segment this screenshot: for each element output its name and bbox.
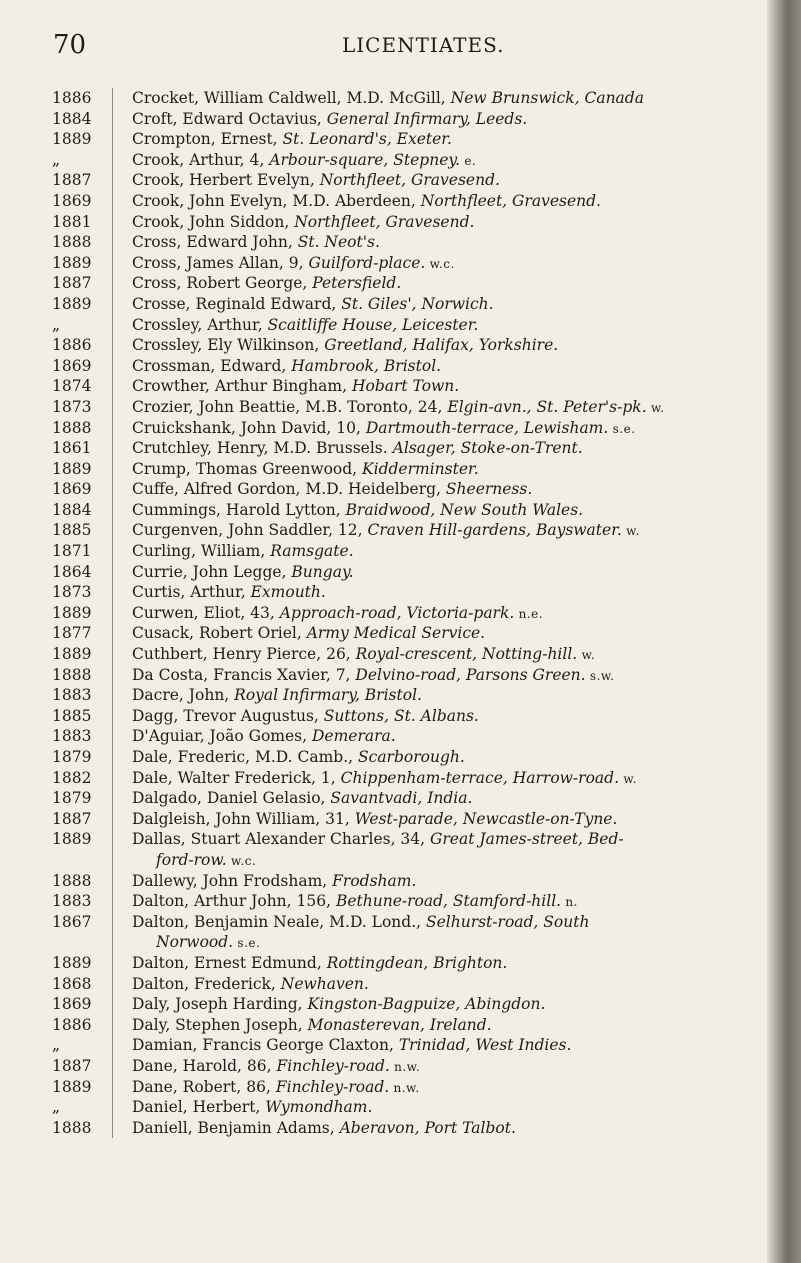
entry-address: Norwood. [156, 933, 234, 952]
entry-name: Curtis, Arthur, [132, 583, 251, 602]
entry-line [132, 459, 772, 480]
entry-year: 1888 [52, 418, 92, 437]
entry-line [132, 891, 772, 912]
entry-name: Dale, Walter Frederick, 1, [132, 768, 341, 787]
entry-line [132, 1056, 772, 1077]
entry-address: Aberavon, Port Talbot. [339, 1118, 516, 1137]
entry-address: Petersfield. [312, 274, 402, 293]
entry-name: Cross, James Allan, 9, [132, 253, 309, 272]
entry-year: 1873 [52, 397, 92, 416]
entry-line [132, 1015, 772, 1036]
entry-year: 1882 [52, 768, 92, 787]
entry-address: Northfleet, Gravesend. [319, 171, 500, 190]
entry-line [132, 397, 772, 418]
entry-name: Crocket, William Caldwell, M.D. McGill, [132, 89, 451, 107]
entry-address: Royal-crescent, Notting-hill. [355, 645, 578, 664]
entry-address: Newhaven. [280, 974, 369, 993]
entry-address: Hobart Town. [351, 377, 460, 396]
entry-postal-district: n.w. [389, 1059, 421, 1074]
entry-postal-district: s.e. [233, 936, 261, 951]
running-head: LICENTIATES. [342, 33, 505, 57]
entry-year: 1889 [52, 953, 92, 972]
entry-year: 1887 [52, 1056, 92, 1075]
entry-name: Da Costa, Francis Xavier, 7, [132, 665, 356, 684]
entry-year: 1879 [52, 789, 92, 808]
entry-address: West-parade, Newcastle-on-Tyne. [354, 809, 618, 828]
entry-year: 1889 [52, 294, 92, 313]
entry-postal-district: w.c. [425, 256, 455, 271]
entry-line [132, 768, 772, 789]
entry-address: General Infirmary, Leeds. [326, 109, 528, 128]
entry-line [132, 88, 772, 109]
entry-name: Curwen, Eliot, 43, [132, 603, 280, 622]
entry-name: Dalgado, Daniel Gelasio, [132, 789, 331, 808]
entry-address: Demerara. [311, 727, 396, 746]
entry-address: Savantvadi, India. [330, 789, 473, 808]
entry-line [132, 232, 772, 253]
entry-line [132, 129, 772, 150]
entry-name: Cusack, Robert Oriel, [132, 624, 307, 643]
entry-postal-district: s.w. [585, 668, 615, 683]
entry-name: Daly, Joseph Harding, [132, 995, 308, 1014]
entry-line [132, 170, 772, 191]
entry-address: Craven Hill-gardens, Bayswater. [367, 521, 622, 540]
entry-address: Wymondham. [265, 1098, 373, 1117]
entry-line [132, 212, 772, 233]
entry-year: 1869 [52, 356, 92, 375]
entry-address: Elgin-avn., St. Peter's-pk. [447, 397, 647, 416]
entry-line [132, 273, 772, 294]
entry-line [132, 520, 772, 541]
entry-year: 1877 [52, 624, 92, 643]
entry-year: 1861 [52, 439, 92, 458]
entry-column [132, 88, 772, 1138]
entry-line [132, 294, 772, 315]
entry-name: Crowther, Arthur Bingham, [132, 377, 352, 396]
entry-line [132, 1077, 772, 1098]
entry-line [132, 541, 772, 562]
entry-name: Dalton, Benjamin Neale, M.D. Lond., [132, 912, 426, 931]
entry-year: „ [52, 315, 61, 334]
entry-address: Royal Infirmary, Bristol. [234, 686, 422, 705]
entry-postal-district: n.e. [514, 606, 544, 621]
entry-year: 1873 [52, 583, 92, 602]
entry-name: Cross, Robert George, [132, 274, 313, 293]
entry-address: St. Giles', Norwich. [341, 294, 494, 313]
entry-address: Chippenham-terrace, Harrow-road. [340, 768, 619, 787]
entry-name: Curgenven, John Saddler, 12, [132, 521, 368, 540]
entry-year: 1887 [52, 171, 92, 190]
entry-postal-district: s.e. [608, 421, 636, 436]
entry-year: 1883 [52, 892, 92, 911]
entry-name: Damian, Francis George Claxton, [132, 1036, 399, 1055]
entry-line [132, 109, 772, 130]
entry-line [132, 623, 772, 644]
entry-name: Crook, John Evelyn, M.D. Aberdeen, [132, 191, 421, 210]
entry-year: 1887 [52, 274, 92, 293]
entry-address: Monasterevan, Ireland. [307, 1015, 492, 1034]
entry-line [132, 315, 772, 336]
entry-year: 1868 [52, 974, 92, 993]
entry-line [132, 685, 772, 706]
entry-name: Dalton, Ernest Edmund, [132, 953, 327, 972]
entry-year: 1883 [52, 727, 92, 746]
entry-name: Dallas, Stuart Alexander Charles, 34, [132, 830, 430, 849]
entry-line [132, 829, 772, 850]
entry-line [132, 953, 772, 974]
entry-name: Crook, John Siddon, [132, 212, 295, 231]
entry-address: Approach-road, Victoria-park. [279, 603, 515, 622]
entry-line [132, 335, 772, 356]
entry-address: Rottingdean, Brighton. [326, 953, 508, 972]
entry-line [132, 726, 772, 747]
entry-address: Dartmouth-terrace, Lewisham. [365, 418, 609, 437]
entry-year: 1888 [52, 1118, 92, 1137]
entry-address: Frodsham. [332, 871, 417, 890]
entry-name: Dalgleish, John William, 31, [132, 809, 355, 828]
entry-year: 1885 [52, 706, 92, 725]
entry-line [132, 912, 772, 933]
entry-year: 1869 [52, 191, 92, 210]
entry-name: Dacre, John, [132, 686, 235, 705]
entry-year: 1889 [52, 459, 92, 478]
entry-year: 1886 [52, 89, 92, 107]
entry-line [132, 1035, 772, 1056]
entry-year: 1889 [52, 830, 92, 849]
entry-name: Curling, William, [132, 542, 271, 561]
entry-postal-district: w. [619, 771, 637, 786]
entry-line [132, 418, 772, 439]
entry-address: Braidwood, New South Wales. [345, 500, 584, 519]
entry-address: Delvino-road, Parsons Green. [355, 665, 586, 684]
entry-line [132, 809, 772, 830]
entry-name: Daly, Stephen Joseph, [132, 1015, 308, 1034]
entry-year: 1874 [52, 377, 92, 396]
entry-year: „ [52, 1098, 61, 1117]
entry-name: Crook, Herbert Evelyn, [132, 171, 320, 190]
entry-year: 1871 [52, 542, 92, 561]
entry-address: Bungay. [291, 562, 354, 581]
entry-name: D'Aguiar, João Gomes, [132, 727, 312, 746]
entry-address: Exmouth. [250, 583, 326, 602]
entry-line [132, 1118, 772, 1139]
entry-address: Selhurst-road, South [425, 912, 590, 931]
entry-name: Crook, Arthur, 4, [132, 150, 270, 169]
entry-line [132, 500, 772, 521]
entry-postal-district: w. [577, 648, 596, 663]
year-column [0, 88, 113, 1138]
entry-year: 1884 [52, 109, 92, 128]
entry-name: Crump, Thomas Greenwood, [132, 459, 363, 478]
entry-name: Dalton, Arthur John, 156, [132, 892, 336, 911]
entry-line [132, 871, 772, 892]
entry-name: Cummings, Harold Lytton, [132, 500, 346, 519]
entry-name: Crompton, Ernest, [132, 130, 283, 149]
entry-year: 1884 [52, 500, 92, 519]
entry-line [132, 356, 772, 377]
entry-name: Croft, Edward Octavius, [132, 109, 327, 128]
entry-year: 1885 [52, 521, 92, 540]
entry-line [132, 706, 772, 727]
entry-name: Cross, Edward John, [132, 233, 298, 252]
entry-line [132, 562, 772, 583]
entry-address: Kidderminster. [362, 459, 479, 478]
entry-postal-district: w. [621, 524, 640, 539]
entry-line [132, 665, 772, 686]
entry-name: Daniel, Herbert, [132, 1098, 266, 1117]
entry-name: Crutchley, Henry, M.D. Brussels. [132, 439, 393, 458]
entry-address: Scaitliffe House, Leicester. [267, 315, 479, 334]
entry-year: 1889 [52, 603, 92, 622]
entry-line [132, 253, 772, 274]
entry-year: 1869 [52, 480, 92, 499]
entry-address: Bethune-road, Stamford-hill. [335, 892, 562, 911]
entry-year: 1888 [52, 871, 92, 890]
entry-year: 1883 [52, 686, 92, 705]
entry-address: ford-row. [156, 850, 227, 869]
entry-name: Cuthbert, Henry Pierce, 26, [132, 645, 356, 664]
entry-year: 1888 [52, 233, 92, 252]
entry-line [132, 376, 772, 397]
entry-line [132, 582, 772, 603]
entry-year: 1889 [52, 130, 92, 149]
entry-address: Kingston-Bagpuize, Abingdon. [307, 995, 546, 1014]
entry-address: Greetland, Halifax, Yorkshire. [324, 336, 559, 355]
entry-line [132, 150, 772, 171]
entry-address: Scarborough. [358, 748, 465, 766]
entry-line [132, 479, 772, 500]
entry-postal-district: n.w. [389, 1080, 420, 1095]
entry-continuation-line [132, 850, 772, 871]
entry-year-spacer [0, 932, 112, 953]
entry-postal-district: n. [561, 895, 578, 910]
entry-address: Army Medical Service. [306, 624, 486, 643]
entry-year: 1888 [52, 665, 92, 684]
entry-address: Trinidad, West Indies. [398, 1036, 572, 1055]
entry-address: Arbour-square, Stepney. [269, 150, 461, 169]
entry-year: 1889 [52, 1077, 92, 1096]
entry-year: 1887 [52, 809, 92, 828]
entry-line [132, 603, 772, 624]
entry-year: 1889 [52, 253, 92, 272]
entry-line [132, 974, 772, 995]
entry-name: Dalton, Frederick, [132, 974, 281, 993]
entry-name: Cruickshank, John David, 10, [132, 418, 366, 437]
entry-name: Crossley, Ely Wilkinson, [132, 336, 325, 355]
entry-name: Dallewy, John Frodsham, [132, 871, 333, 890]
entry-address: Ramsgate. [270, 542, 354, 561]
entry-name: Crozier, John Beattie, M.B. Toronto, 24, [132, 397, 448, 416]
entry-address: St. Neot's. [297, 233, 380, 252]
entry-address: Suttons, St. Albans. [323, 706, 479, 725]
entry-name: Crossman, Edward, [132, 356, 292, 375]
entry-postal-district: e. [460, 153, 477, 168]
entry-address: Great James-street, Bed- [430, 830, 624, 849]
entry-line [132, 747, 772, 768]
entry-address: Finchley-road. [276, 1056, 390, 1075]
entry-year: 1889 [52, 645, 92, 664]
entry-name: Dane, Robert, 86, [132, 1077, 276, 1096]
entry-year: „ [52, 150, 61, 169]
entry-line [132, 191, 772, 212]
entry-line [132, 788, 772, 809]
entry-postal-district: w.c. [226, 853, 257, 868]
entry-year-spacer [0, 850, 112, 871]
page-edge-shadow [767, 0, 801, 1263]
entry-continuation-line [132, 932, 772, 953]
entry-line [132, 994, 772, 1015]
entry-name: Dagg, Trevor Augustus, [132, 706, 324, 725]
entry-year: 1879 [52, 748, 92, 766]
entry-address: New Brunswick, Canada [450, 89, 644, 107]
entry-name: Currie, John Legge, [132, 562, 292, 581]
entry-year: 1886 [52, 1015, 92, 1034]
entry-year: 1867 [52, 912, 92, 931]
entry-name: Daniell, Benjamin Adams, [132, 1118, 340, 1137]
entry-year: 1869 [52, 995, 92, 1014]
entry-year: 1864 [52, 562, 92, 581]
entry-line [132, 438, 772, 459]
entry-address: Sheerness. [445, 480, 533, 499]
entry-address: Northfleet, Gravesend. [420, 191, 601, 210]
entry-address: Finchley-road. [275, 1077, 390, 1096]
page-number: 70 [53, 30, 87, 60]
entry-address: Guilford-place. [308, 253, 426, 272]
entry-year: „ [52, 1036, 61, 1055]
entry-name: Dale, Frederic, M.D. Camb., [132, 748, 359, 766]
entry-line [132, 644, 772, 665]
entry-name: Crosse, Reginald Edward, [132, 294, 342, 313]
entry-address: Northfleet, Gravesend. [294, 212, 475, 231]
entry-name: Cuffe, Alfred Gordon, M.D. Heidelberg, [132, 480, 446, 499]
entry-line [132, 1097, 772, 1118]
entry-address: Hambrook, Bristol. [291, 356, 442, 375]
entry-name: Crossley, Arthur, [132, 315, 268, 334]
entry-year: 1886 [52, 336, 92, 355]
entry-address: Alsager, Stoke-on-Trent. [392, 439, 583, 458]
entry-address: St. Leonard's, Exeter. [282, 130, 452, 149]
entry-year: 1881 [52, 212, 92, 231]
entry-postal-district: w. [646, 400, 665, 415]
entry-name: Dane, Harold, 86, [132, 1056, 277, 1075]
